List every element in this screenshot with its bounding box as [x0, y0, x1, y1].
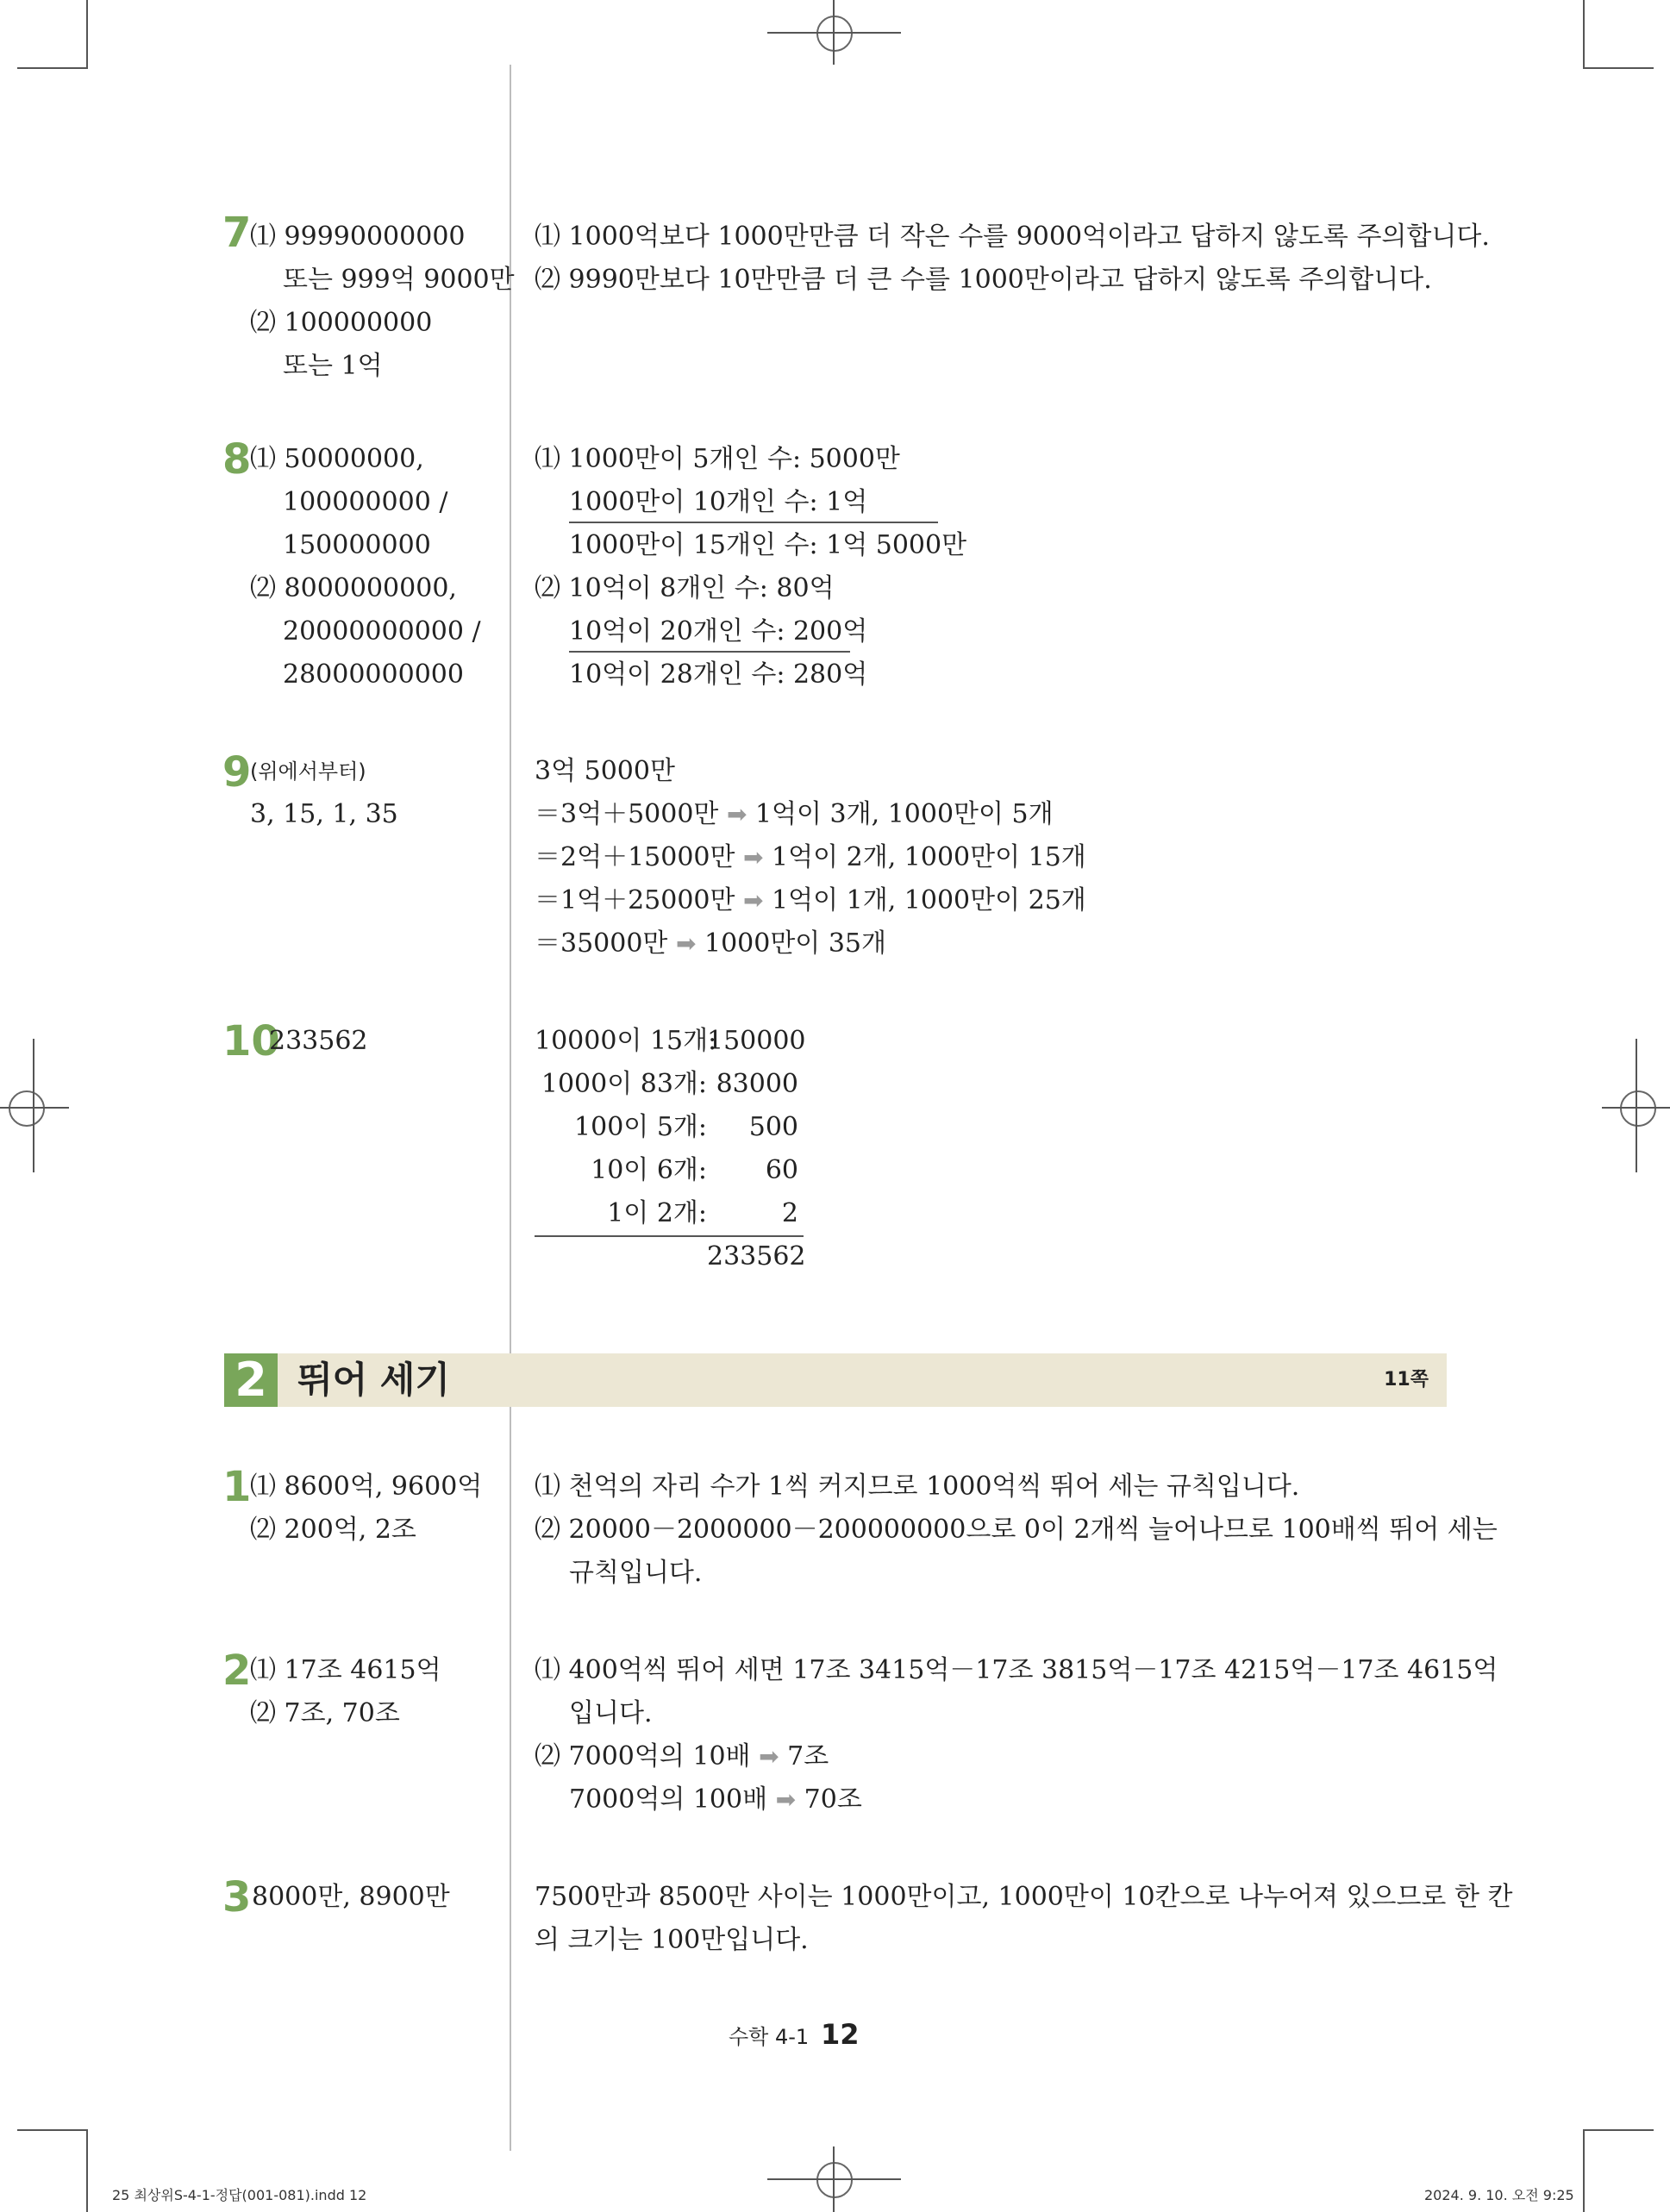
- problem-2-number: 2: [222, 1647, 252, 1695]
- section-number: 2: [224, 1353, 278, 1407]
- place-value-amount: 83000: [716, 1069, 798, 1099]
- right-arrow-icon: ➡: [743, 886, 764, 915]
- explanation-line: ⑵ 7000억의 10배 ➡ 7조: [535, 1741, 829, 1771]
- problem-3-number: 3: [222, 1873, 252, 1921]
- place-value-total: 233562: [707, 1241, 806, 1272]
- crop-mark: [0, 1107, 69, 1109]
- section-page-ref: 11쪽: [1384, 1369, 1429, 1390]
- crop-mark: [86, 2129, 88, 2212]
- place-value-label: 10이 6개:: [591, 1155, 707, 1185]
- sum-rule: [569, 651, 850, 653]
- place-value-label: 100이 5개:: [574, 1112, 707, 1142]
- explanation-line: ＝1억＋25000만 ➡ 1억이 1개, 1000만이 25개: [535, 885, 1086, 915]
- crop-mark: [833, 2146, 835, 2212]
- explanation-line: ⑴ 1000만이 5개인 수: 5000만: [535, 444, 900, 474]
- answer-line: ⑴ 17조 4615억: [250, 1655, 441, 1685]
- section-title: 뛰어 세기: [297, 1359, 450, 1401]
- subject-label: 수학 4-1: [729, 2025, 810, 2049]
- right-arrow-icon: ➡: [759, 1742, 779, 1771]
- explanation-line: ＝2억＋15000만 ➡ 1억이 2개, 1000만이 15개: [535, 842, 1086, 872]
- explanation-line: 의 크기는 100만입니다.: [535, 1925, 809, 1955]
- crop-mark: [17, 67, 86, 69]
- problem-1-number: 1: [222, 1463, 252, 1511]
- explanation-line: 1000만이 15개인 수: 1억 5000만: [569, 530, 967, 560]
- answer-line: ⑵ 8000000000,: [250, 573, 457, 603]
- file-slug: 25 최상위S-4-1-정답(001-081).indd 12: [112, 2187, 367, 2203]
- place-value-label: 1000이 83개:: [541, 1069, 707, 1099]
- sum-rule: [569, 522, 938, 523]
- crop-mark: [1583, 0, 1585, 69]
- explanation-line: 규칙입니다.: [569, 1558, 703, 1588]
- crop-mark: [833, 0, 835, 65]
- column-divider: [510, 65, 511, 2151]
- crop-mark: [1583, 2129, 1585, 2212]
- answer-line: 150000000: [283, 530, 431, 560]
- page-number: 12: [821, 2018, 860, 2051]
- crop-mark: [86, 0, 88, 69]
- explanation-line: ⑵ 9990만보다 10만만큼 더 큰 수를 1000만이라고 답하지 않도록 주의합니다.: [535, 265, 1432, 295]
- right-arrow-icon: ➡: [726, 800, 747, 828]
- crop-mark: [1585, 2129, 1654, 2131]
- registration-mark-icon: [816, 16, 853, 52]
- answer-line: 또는 999억 9000만: [283, 265, 515, 295]
- answer-line: ⑵ 7조, 70조: [250, 1698, 400, 1728]
- place-value-amount: 60: [765, 1155, 798, 1185]
- right-arrow-icon: ➡: [675, 929, 697, 958]
- explanation-line: 7000억의 100배 ➡ 70조: [569, 1784, 862, 1815]
- explanation-line: 10억이 28개인 수: 280억: [569, 659, 868, 690]
- answer-line: ⑵ 200억, 2조: [250, 1515, 416, 1545]
- answer-note: (위에서부터): [250, 759, 366, 784]
- explanation-line: ⑴ 천억의 자리 수가 1씩 커지므로 1000억씩 뛰어 세는 규칙입니다.: [535, 1472, 1300, 1502]
- answer-line: 100000000 /: [283, 487, 448, 517]
- answer-line: 28000000000: [283, 659, 464, 690]
- problem-8-number: 8: [222, 435, 252, 484]
- explanation-line: 7500만과 8500만 사이는 1000만이고, 1000만이 10칸으로 나누어져 있으므로 한 칸: [535, 1882, 1513, 1912]
- explanation-line: 10억이 20개인 수: 200억: [569, 616, 868, 647]
- registration-mark-icon: [9, 1090, 45, 1127]
- timestamp-slug: 2024. 9. 10. 오전 9:25: [1424, 2187, 1574, 2203]
- crop-mark: [1636, 1039, 1637, 1172]
- answer-line: 3, 15, 1, 35: [250, 799, 398, 829]
- explanation-line: ⑴ 1000억보다 1000만만큼 더 작은 수를 9000억이라고 답하지 않도록 주의합니다.: [535, 222, 1490, 252]
- answer-line: 20000000000 /: [283, 616, 481, 647]
- answer-line: 233562: [269, 1026, 368, 1056]
- explanation-line: 1000만이 10개인 수: 1억: [569, 487, 868, 517]
- answer-line: ⑴ 8600억, 9600억: [250, 1472, 483, 1502]
- crop-mark: [1585, 67, 1654, 69]
- problem-10-number: 10: [222, 1017, 280, 1065]
- place-value-label: 10000이 15개:: [535, 1026, 717, 1056]
- place-value-amount: 2: [781, 1198, 798, 1228]
- crop-mark: [33, 1039, 34, 1172]
- place-value-label: 1이 2개:: [607, 1198, 707, 1228]
- explanation-line: ⑵ 10억이 8개인 수: 80억: [535, 573, 835, 603]
- explanation-line: 입니다.: [569, 1698, 653, 1728]
- crop-mark: [17, 2129, 86, 2131]
- answer-line: ⑴ 50000000,: [250, 444, 424, 474]
- answer-line: 또는 1억: [283, 351, 383, 381]
- right-arrow-icon: ➡: [775, 1785, 797, 1814]
- explanation-line: ⑵ 20000－2000000－200000000으로 0이 2개씩 늘어나므로 100배씩 뛰어 세는: [535, 1515, 1498, 1545]
- answer-line: ⑵ 100000000: [250, 308, 433, 338]
- registration-mark-icon: [816, 2162, 853, 2198]
- place-value-amount: 500: [748, 1112, 798, 1142]
- problem-7-number: 7: [222, 209, 252, 257]
- explanation-line: 3억 5000만: [535, 756, 675, 786]
- explanation-line: ＝3억＋5000만 ➡ 1억이 3개, 1000만이 5개: [535, 799, 1054, 829]
- right-arrow-icon: ➡: [743, 843, 764, 872]
- registration-mark-icon: [1620, 1090, 1656, 1127]
- place-value-amount: 150000: [707, 1026, 806, 1056]
- problem-9-number: 9: [222, 748, 252, 797]
- explanation-line: ⑴ 400억씩 뛰어 세면 17조 3415억－17조 3815억－17조 4215억－17조 4615억: [535, 1655, 1498, 1685]
- answer-line: ⑴ 99990000000: [250, 222, 466, 252]
- explanation-line: ＝35000만 ➡ 1000만이 35개: [535, 928, 886, 959]
- answer-line: 8000만, 8900만: [252, 1882, 450, 1912]
